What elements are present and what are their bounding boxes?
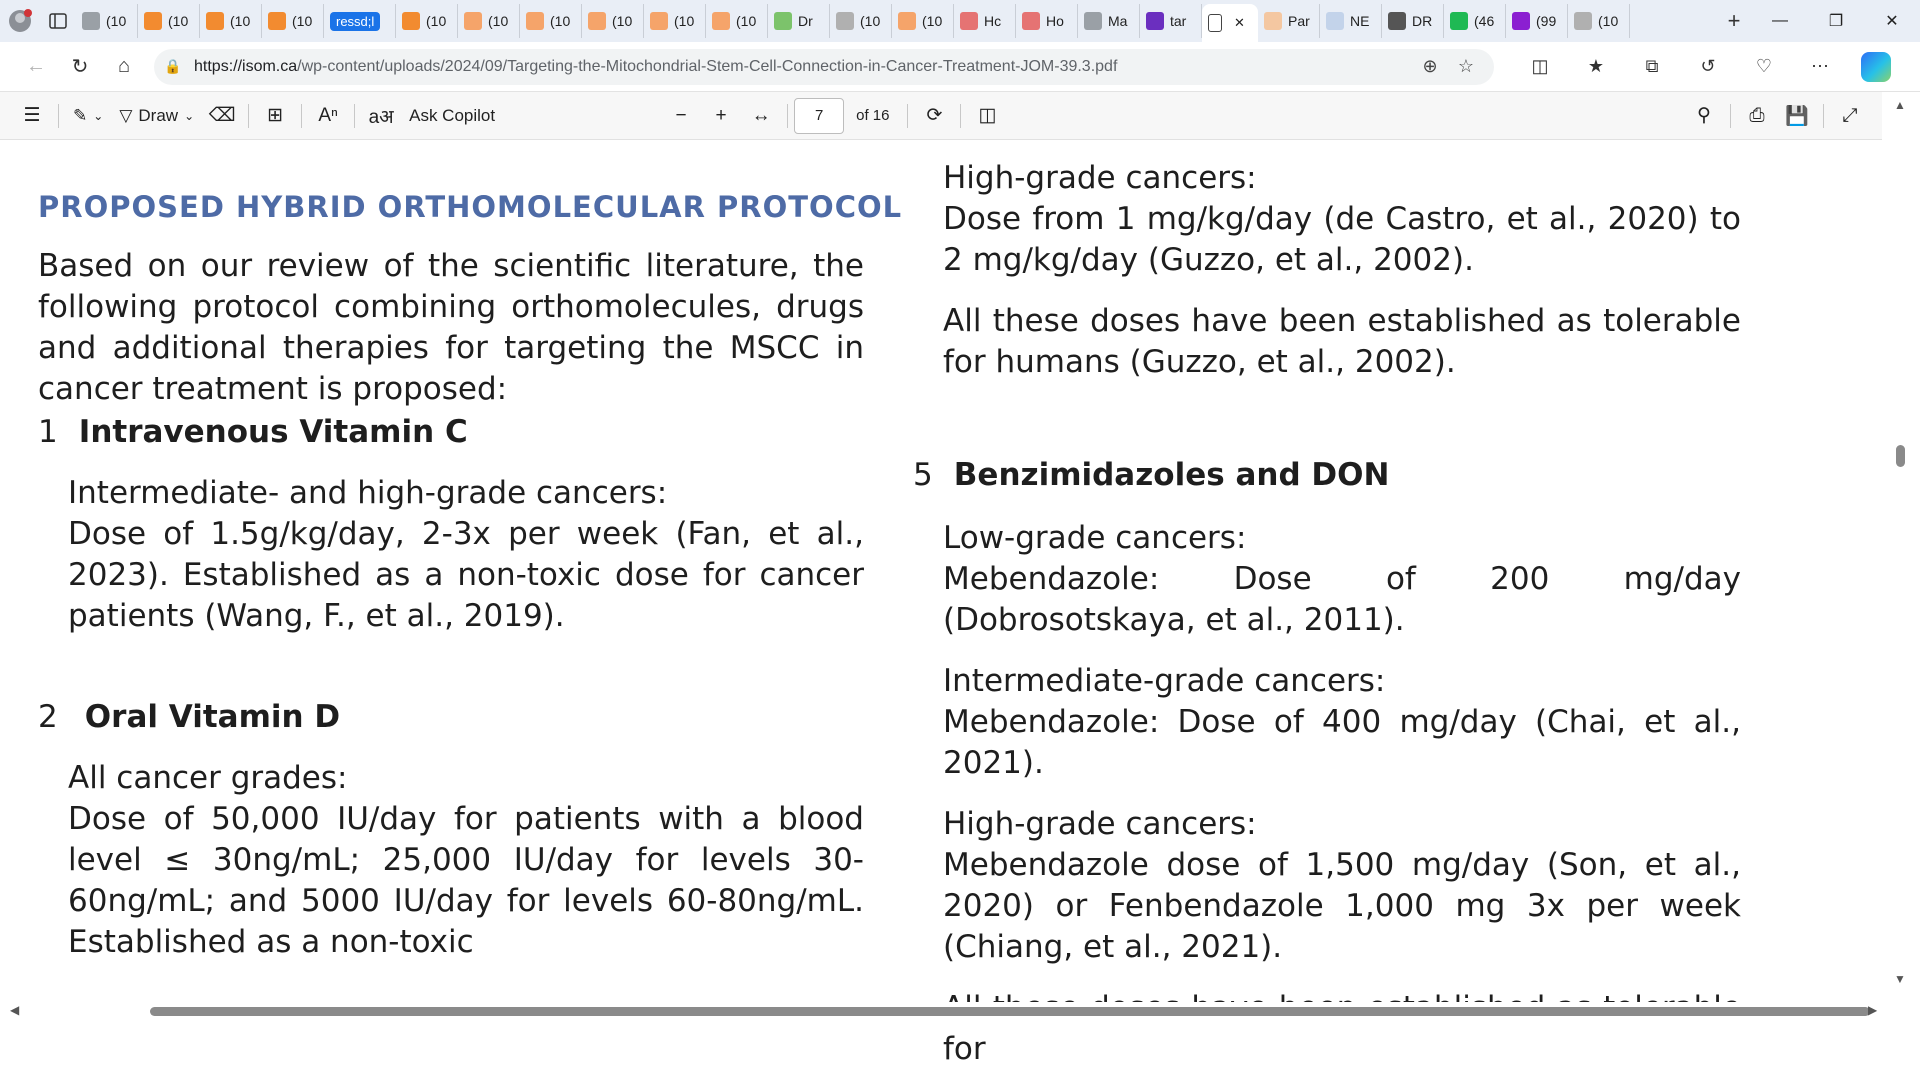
tab-title: Ho bbox=[1046, 13, 1064, 29]
pdf-document-icon bbox=[1208, 14, 1222, 32]
tab-title: Dr bbox=[798, 13, 813, 29]
zoom-icon[interactable]: ⊕ bbox=[1422, 56, 1438, 76]
favorites-button[interactable]: ★ bbox=[1587, 56, 1605, 76]
ask-copilot-label: Ask Copilot bbox=[409, 105, 496, 125]
dose-text: Mebendazole: Dose of 200 mg/day (Dobrosotskaya, et al., 2011). bbox=[943, 561, 1741, 638]
tolerable-note: All these doses have been established as tolerable for humans (Guzzo, et al., 2002). bbox=[943, 303, 1741, 380]
rotate-icon: ⟳ bbox=[926, 105, 943, 126]
browser-tab[interactable] bbox=[1444, 4, 1506, 38]
section-title: Intravenous Vitamin C bbox=[78, 414, 468, 450]
divider bbox=[1730, 104, 1731, 128]
profile-button[interactable] bbox=[0, 3, 40, 39]
browser-tab[interactable] bbox=[76, 4, 138, 38]
minimize-button[interactable]: — bbox=[1772, 12, 1788, 29]
tab-favicon-icon bbox=[588, 12, 606, 30]
section-number: 1 bbox=[38, 414, 58, 450]
vertical-scrollbar[interactable] bbox=[1882, 92, 1920, 1002]
save-icon: 💾 bbox=[1785, 105, 1809, 127]
tab-title: tar bbox=[1170, 13, 1187, 29]
back-button[interactable]: ← bbox=[26, 55, 46, 77]
scroll-up-arrow-icon[interactable]: ▲ bbox=[1894, 98, 1906, 112]
tab-favicon-icon bbox=[1450, 12, 1468, 30]
section-5-title bbox=[913, 457, 1389, 493]
tab-favicon-icon bbox=[774, 12, 792, 30]
scroll-left-arrow-icon[interactable]: ◀ bbox=[10, 1003, 20, 1017]
tab-title: (10 bbox=[674, 13, 695, 29]
tab-favicon-icon bbox=[1022, 12, 1040, 30]
browser-tab[interactable] bbox=[1140, 4, 1202, 38]
url-text[interactable]: https://isom.ca/wp-content/uploads/2024/09/Targeting-the-Mitochondrial-Stem-Cell-Connection-in-Cancer-Treatment-JOM-39.3.pdf bbox=[194, 57, 1118, 75]
dose-text: Mebendazole: Dose of 400 mg/day (Chai, et al., 2021). bbox=[943, 704, 1741, 781]
window-controls bbox=[1752, 0, 1920, 42]
section-heading: PROPOSED HYBRID ORTHOMOLECULAR PROTOCOL bbox=[38, 190, 903, 224]
tab-list bbox=[76, 0, 1716, 42]
horizontal-scroll-thumb[interactable] bbox=[150, 1007, 1870, 1016]
intro-paragraph: Based on our review of the scientific literature, the following protocol combining orthomolecules, drugs and additional therapies for targeting the MSCC in cancer treatment is proposed: bbox=[38, 248, 864, 407]
tab-title: (10 bbox=[612, 13, 633, 29]
right-top-block bbox=[943, 158, 1741, 383]
tab-title: (10 bbox=[736, 13, 757, 29]
zoom-in-button[interactable]: + bbox=[715, 104, 727, 126]
tab-title: (10 bbox=[230, 13, 251, 29]
browser-tab[interactable] bbox=[830, 4, 892, 38]
pdf-page bbox=[0, 140, 1882, 1067]
dose-text: Mebendazole dose of 1,500 mg/day (Son, et al., 2020) or Fenbendazole 1,000 mg 3x per week (Chiang, et al., 2021). bbox=[943, 847, 1741, 965]
rotate-button[interactable] bbox=[914, 98, 954, 134]
divider bbox=[787, 104, 788, 128]
refresh-button[interactable]: ↻ bbox=[71, 56, 89, 78]
print-button[interactable] bbox=[1737, 98, 1777, 134]
dose-text: Dose of 1.5g/kg/day, 2-3x per week (Fan, et al., 2023). Established as a non-toxic dose for cancer patients (Wang, F., et al., 2019). bbox=[68, 516, 864, 634]
browser-tab[interactable] bbox=[768, 4, 830, 38]
page-total-label: of 16 bbox=[856, 107, 890, 124]
scroll-right-arrow-icon[interactable]: ▶ bbox=[1868, 1003, 1878, 1017]
tab-title: (10 bbox=[106, 13, 127, 29]
browser-tab[interactable] bbox=[1320, 4, 1382, 38]
divider bbox=[907, 104, 908, 128]
browser-tab[interactable] bbox=[1202, 4, 1258, 42]
favorite-star-icon[interactable]: ☆ bbox=[1457, 56, 1475, 76]
eraser-icon: ⌫ bbox=[208, 105, 236, 126]
pdf-toolbar bbox=[0, 92, 1920, 140]
section-title: Oral Vitamin D bbox=[84, 699, 341, 735]
tab-title: DR bbox=[1412, 13, 1433, 29]
split-screen-button[interactable]: ◫ bbox=[1531, 56, 1549, 76]
section-5-body bbox=[943, 518, 1741, 1070]
browser-tab[interactable] bbox=[324, 4, 396, 38]
draw-button[interactable] bbox=[111, 98, 202, 134]
tab-title: Par bbox=[1288, 13, 1310, 29]
grade-label: Low-grade cancers: bbox=[943, 520, 1247, 556]
section-number: 2 bbox=[38, 699, 58, 735]
tab-favicon-icon bbox=[1146, 12, 1164, 30]
tab-title: ressd;l bbox=[330, 12, 380, 31]
browser-tab[interactable] bbox=[1506, 4, 1568, 38]
tab-title: Ma bbox=[1108, 13, 1128, 29]
collections-button[interactable]: ⧉ bbox=[1645, 56, 1659, 76]
browser-tab[interactable] bbox=[138, 4, 200, 38]
tab-actions-button[interactable] bbox=[40, 3, 76, 39]
tab-title: (10 bbox=[860, 13, 881, 29]
print-icon: ⎙ bbox=[1749, 104, 1765, 126]
dose-text: Dose from 1 mg/kg/day (de Castro, et al., 2020) to 2 mg/kg/day (Guzzo, et al., 2002). bbox=[943, 201, 1741, 278]
tab-title: Hc bbox=[984, 13, 1002, 29]
tab-title: (10 bbox=[168, 13, 189, 29]
page-view-icon: ◫ bbox=[978, 105, 997, 126]
tab-favicon-icon bbox=[1084, 12, 1102, 30]
more-menu-button[interactable]: ⋯ bbox=[1811, 56, 1829, 76]
divider bbox=[354, 104, 355, 128]
divider bbox=[58, 104, 59, 128]
tab-favicon-icon bbox=[960, 12, 978, 30]
browser-tab[interactable] bbox=[892, 4, 954, 38]
notification-dot bbox=[24, 9, 32, 17]
section-1-title bbox=[38, 414, 468, 450]
browser-tab[interactable] bbox=[954, 4, 1016, 38]
new-tab-button[interactable]: + bbox=[1727, 8, 1741, 33]
tab-title: (10 bbox=[922, 13, 943, 29]
chevron-down-icon: ⌄ bbox=[93, 108, 104, 123]
section-1-body bbox=[68, 473, 864, 637]
page-number-input[interactable]: 7 bbox=[794, 98, 844, 134]
browser-tab[interactable] bbox=[706, 4, 768, 38]
address-bar-row bbox=[0, 42, 1920, 92]
erase-button[interactable] bbox=[202, 98, 242, 134]
highlighter-icon: ✎ bbox=[73, 105, 88, 125]
tab-title: (10 bbox=[426, 13, 447, 29]
fit-width-icon: ↔ bbox=[751, 104, 771, 126]
read-aloud-button[interactable] bbox=[308, 98, 348, 134]
page-view-button[interactable] bbox=[967, 98, 1007, 134]
search-button[interactable] bbox=[1684, 98, 1724, 134]
tab-title: NE bbox=[1350, 13, 1370, 29]
translate-button[interactable] bbox=[361, 98, 401, 134]
section-number: 5 bbox=[913, 457, 933, 493]
text-box-icon: ⊞ bbox=[267, 105, 284, 126]
browser-tab[interactable] bbox=[1382, 4, 1444, 38]
grade-label: Intermediate- and high-grade cancers: bbox=[68, 475, 668, 511]
tab-favicon-icon bbox=[402, 12, 420, 30]
health-icon[interactable]: ♡ bbox=[1755, 56, 1773, 76]
browser-tab[interactable] bbox=[520, 4, 582, 38]
browser-tab[interactable] bbox=[644, 4, 706, 38]
browser-tab[interactable] bbox=[1568, 4, 1630, 38]
browser-tab[interactable] bbox=[262, 4, 324, 38]
address-bar[interactable] bbox=[154, 49, 1494, 85]
horizontal-scrollbar[interactable] bbox=[0, 1002, 1920, 1020]
highlight-button[interactable] bbox=[65, 98, 111, 134]
read-aloud-icon: Aⁿ bbox=[318, 104, 338, 126]
save-button[interactable] bbox=[1777, 98, 1817, 134]
tab-favicon-icon bbox=[1512, 12, 1530, 30]
section-2-title bbox=[38, 699, 340, 735]
add-text-button[interactable] bbox=[255, 98, 295, 134]
section-title: Benzimidazoles and DON bbox=[953, 457, 1390, 493]
pen-icon: ▽ bbox=[119, 105, 133, 125]
browser-tab[interactable] bbox=[458, 4, 520, 38]
tab-favicon-icon bbox=[268, 12, 286, 30]
tab-title: (10 bbox=[1598, 13, 1619, 29]
divider bbox=[1823, 104, 1824, 128]
close-tab-icon[interactable]: ✕ bbox=[1234, 15, 1245, 30]
grade-label: Intermediate-grade cancers: bbox=[943, 663, 1386, 699]
divider bbox=[248, 104, 249, 128]
lock-icon: 🔒 bbox=[164, 58, 182, 74]
search-icon: ⚲ bbox=[1697, 105, 1711, 126]
section-2-body bbox=[68, 758, 864, 963]
tab-favicon-icon bbox=[144, 12, 162, 30]
tab-actions-icon bbox=[49, 13, 67, 29]
chevron-down-icon: ⌄ bbox=[184, 108, 195, 123]
ask-copilot-button[interactable] bbox=[401, 98, 503, 134]
tab-favicon-icon bbox=[526, 12, 544, 30]
fit-to-width-button[interactable] bbox=[741, 98, 781, 134]
fullscreen-button[interactable] bbox=[1830, 98, 1870, 134]
tab-favicon-icon bbox=[1326, 12, 1344, 30]
restore-button[interactable]: ❐ bbox=[1828, 13, 1844, 30]
scroll-down-arrow-icon[interactable]: ▼ bbox=[1894, 972, 1906, 986]
divider bbox=[301, 104, 302, 128]
tab-title: (99 bbox=[1536, 13, 1557, 29]
grade-label: High-grade cancers: bbox=[943, 806, 1257, 842]
tab-favicon-icon bbox=[464, 12, 482, 30]
close-window-button[interactable]: ✕ bbox=[1885, 13, 1899, 30]
browser-tab[interactable] bbox=[396, 4, 458, 38]
browser-tab[interactable] bbox=[1258, 4, 1320, 38]
tab-favicon-icon bbox=[898, 12, 916, 30]
draw-label: Draw bbox=[138, 105, 179, 125]
dose-text: Dose of 50,000 IU/day for patients with a blood level ≤ 30ng/mL; 25,000 IU/day for levels 30-60ng/mL; and 5000 IU/day for levels 60-80ng/mL. Established as a non-toxic bbox=[68, 801, 864, 960]
copilot-button[interactable] bbox=[1848, 45, 1904, 89]
browser-tab[interactable] bbox=[1078, 4, 1140, 38]
tab-favicon-icon bbox=[1388, 12, 1406, 30]
tab-favicon-icon bbox=[650, 12, 668, 30]
expand-icon: ⤢ bbox=[1842, 104, 1858, 126]
vertical-scroll-thumb[interactable] bbox=[1896, 445, 1905, 467]
zoom-out-button[interactable]: − bbox=[675, 104, 687, 126]
tab-title: (10 bbox=[292, 13, 313, 29]
divider bbox=[960, 104, 961, 128]
translate-icon: aअ bbox=[368, 106, 394, 128]
copilot-icon bbox=[1861, 52, 1891, 82]
tab-favicon-icon bbox=[712, 12, 730, 30]
tab-title: (10 bbox=[488, 13, 509, 29]
tab-favicon-icon bbox=[82, 12, 100, 30]
tab-strip bbox=[0, 0, 1920, 42]
browser-tab[interactable] bbox=[1016, 4, 1078, 38]
browser-tab[interactable] bbox=[582, 4, 644, 38]
tab-favicon-icon bbox=[1264, 12, 1282, 30]
tab-favicon-icon bbox=[1574, 12, 1592, 30]
home-button[interactable]: ⌂ bbox=[117, 55, 131, 77]
tolerable-note: for bbox=[943, 1031, 986, 1067]
tab-favicon-icon bbox=[206, 12, 224, 30]
history-button[interactable]: ↺ bbox=[1700, 56, 1716, 76]
grade-label: High-grade cancers: bbox=[943, 160, 1257, 196]
tab-favicon-icon bbox=[836, 12, 854, 30]
grade-label: All cancer grades: bbox=[68, 760, 348, 796]
browser-tab[interactable] bbox=[200, 4, 262, 38]
contents-button[interactable]: ☰ bbox=[23, 105, 41, 126]
tab-title: (10 bbox=[550, 13, 571, 29]
tab-title: (46 bbox=[1474, 13, 1495, 29]
